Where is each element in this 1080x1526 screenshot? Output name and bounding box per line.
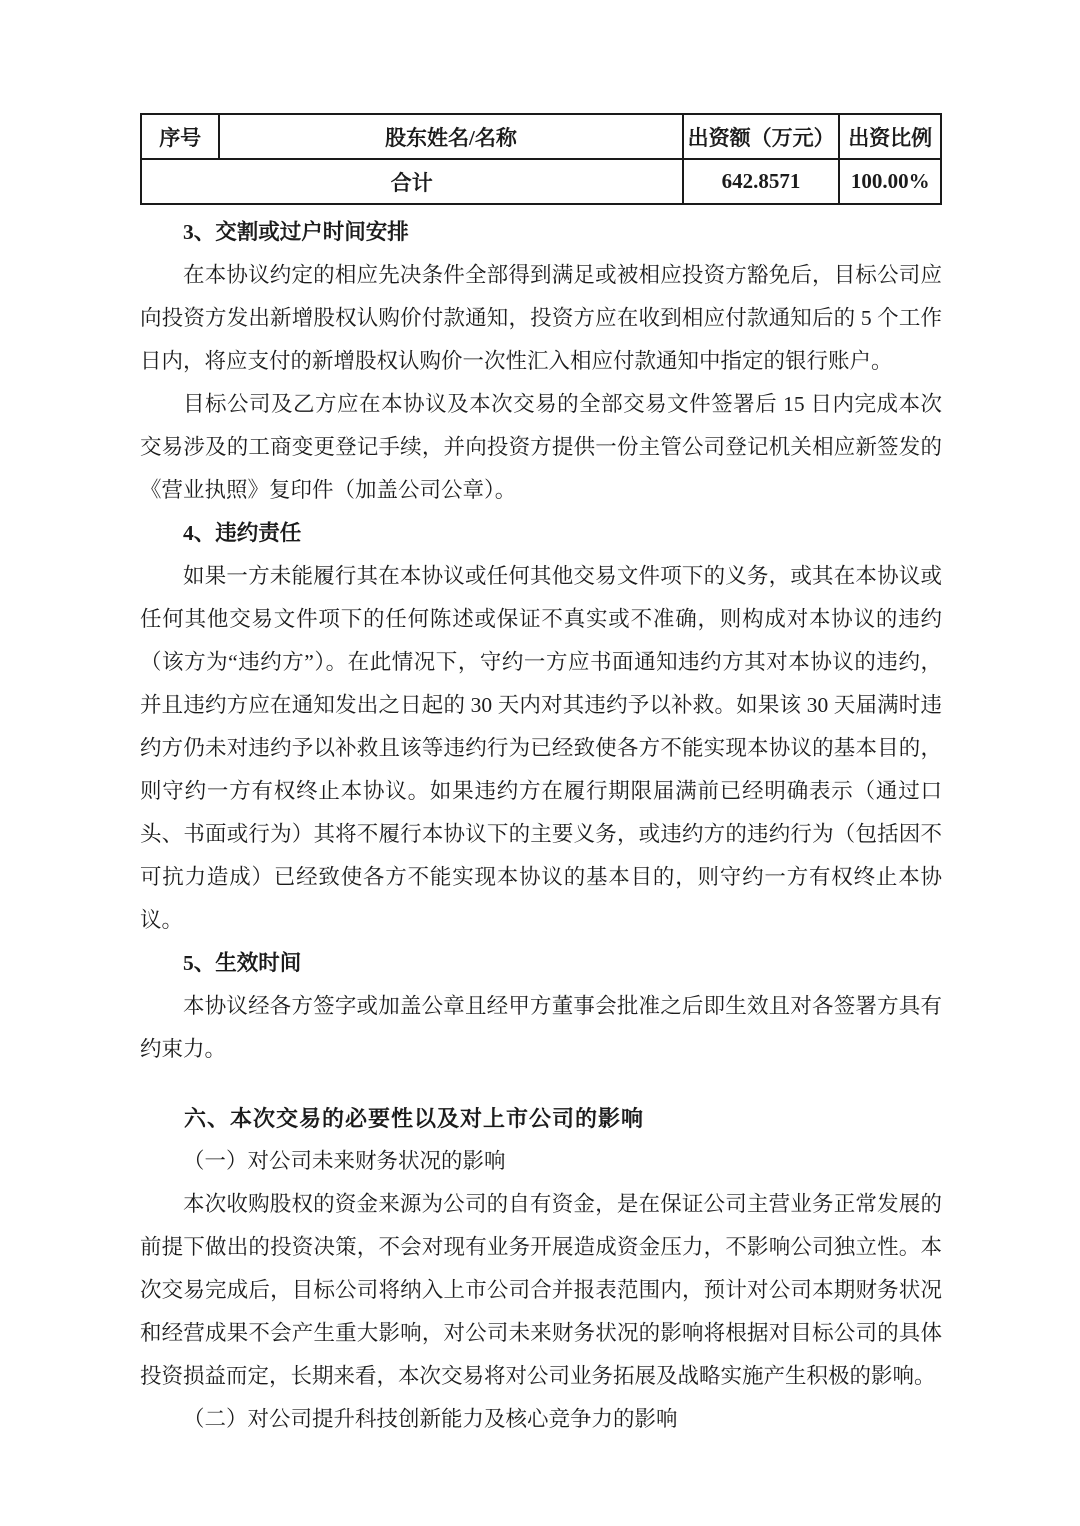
paragraph-effective-1: 本协议经各方签字或加盖公章且经甲方董事会批准之后即生效且对各签署方具有约束力。 xyxy=(140,994,942,1061)
subheading-innovation-impact: （二）对公司提升科技创新能力及核心竞争力的影响 xyxy=(183,1407,678,1431)
table-total-row xyxy=(141,159,941,204)
heading-transaction-necessity: 六、本次交易的必要性以及对上市公司的影响 xyxy=(184,1106,645,1131)
shareholder-table xyxy=(140,113,942,205)
total-label-cell: 合计 xyxy=(141,159,683,204)
table-header-no: 序号 xyxy=(141,114,219,159)
table-header-row xyxy=(141,114,941,159)
document-body xyxy=(140,211,942,1441)
paragraph-financial-impact: 本次收购股权的资金来源为公司的自有资金，是在保证公司主营业务正常发展的前提下做出的投资决策，不会对现有业务开展造成资金压力，不影响公司独立性。本次交易完成后，目标公司将纳入上市公司合并报表范围内，预计对公司本期财务状况和经营成果不会产生重大影响，对公司未来财务状况的影响将根据对目标公司的具体投资损益而定，长期来看，本次交易将对公司业务拓展及战略实施产生积极的影响。 xyxy=(140,1192,942,1388)
table-header-name: 股东姓名/名称 xyxy=(219,114,682,159)
paragraph-breach-1: 如果一方未能履行其在本协议或任何其他交易文件项下的义务，或其在本协议或任何其他交易文件项下的任何陈述或保证不真实或不准确，则构成对本协议的违约（该方为“违约方”）。在此情况下，守约一方应书面通知违约方其对本协议的违约，并且违约方应在通知发出之日起的 30 天内对其违约予以补救。如果该 30 天届满时违约方仍未对违约予以补救且该等违约行为已经致使各方不能实现本协议的基本目的，则守约一方有权终止本协议。如果违约方在履行期限届满前已经明确表示（通过口头、书面或行为）其将不履行本协议下的主要义务，或违约方的违约行为（包括因不可抗力造成）已经致使各方不能实现本协议的基本目的，则守约一方有权终止本协议。 xyxy=(140,564,942,932)
subheading-financial-impact: （一）对公司未来财务状况的影响 xyxy=(183,1149,506,1173)
heading-effective-time: 5、生效时间 xyxy=(183,951,302,975)
table-header-amount: 出资额（万元） xyxy=(683,114,840,159)
paragraph-delivery-1: 在本协议约定的相应先决条件全部得到满足或被相应投资方豁免后，目标公司应向投资方发出新增股权认购价付款通知，投资方应在收到相应付款通知后的 5 个工作日内，将应支付的新增股权认购价一次性汇入相应付款通知中指定的银行账户。 xyxy=(140,263,942,373)
paragraph-delivery-2: 目标公司及乙方应在本协议及本次交易的全部交易文件签署后 15 日内完成本次交易涉及的工商变更登记手续，并向投资方提供一份主管公司登记机关相应新签发的《营业执照》复印件（加盖公司公章）。 xyxy=(140,392,942,502)
table-header-ratio: 出资比例 xyxy=(839,114,941,159)
total-amount-cell: 642.8571 xyxy=(683,159,840,204)
heading-delivery-schedule: 3、交割或过户时间安排 xyxy=(183,220,409,244)
document-content xyxy=(140,113,942,1441)
heading-breach-liability: 4、违约责任 xyxy=(183,521,302,545)
total-ratio-cell: 100.00% xyxy=(839,159,941,204)
